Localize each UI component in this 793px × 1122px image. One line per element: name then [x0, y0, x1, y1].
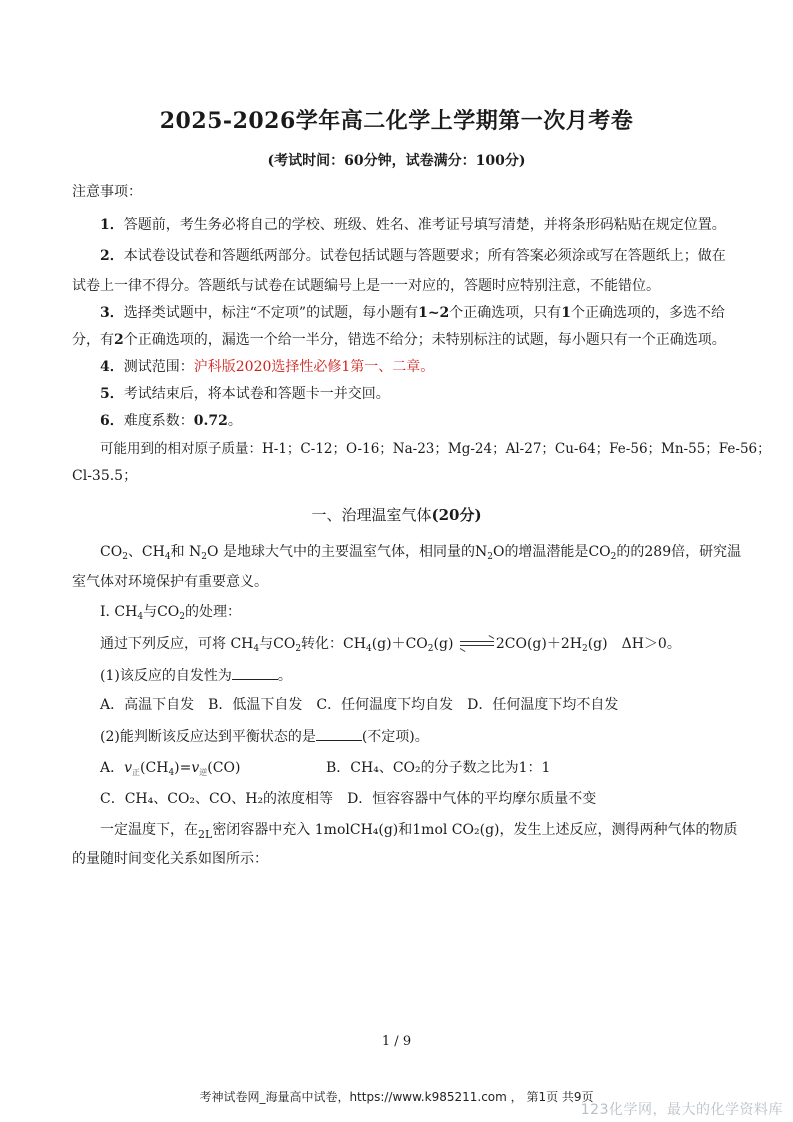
note-3: 3．选择类试题中，标注“不定项”的试题，每小题有1~2个正确选项，只有1个正确选项的，多选不给: [100, 305, 726, 321]
question-2-options-ab: A．$v_正(CH_4)=v_逆(CO)$ B．CH₄、CO₂的分子数之比为1：1: [100, 760, 551, 778]
notes-heading: 注意事项：: [72, 184, 142, 200]
option-b: B．CH₄、CO₂的分子数之比为1：1: [326, 760, 551, 776]
reaction-equation: 通过下列反应，可将 $CH_4$与$CO_2$转化：$CH_4(g)+CO_2(g)$ $2CO(g)+2H_2(g)$ ΔH＞0。: [100, 636, 681, 654]
question-2-options-cd: C．CH₄、CO₂、CO、H₂的浓度相等 D．恒容容器中气体的平均摩尔质量不变: [100, 791, 597, 807]
atomic-masses: 可能用到的相对原子质量：H-1；C-12；O-16；Na-23；Mg-24；Al-27；Cu-64；Fe-56；Mn-55；Fe-56；: [100, 441, 771, 457]
exam-subtitle: (考试时间：60分钟，试卷满分：100分): [267, 153, 526, 169]
atomic-masses-continued: Cl-35.5；: [72, 468, 138, 484]
question-2: (2)能判断该反应达到平衡状态的是 (不定项)。: [100, 726, 732, 747]
question-1-options: A．高温下自发 B．低温下自发 C．任何温度下均自发 D．任何温度下均不自发: [100, 697, 619, 713]
note-2: 2．本试卷设试卷和答题纸两部分。试卷包括试题与答题要求；所有答案必须涂或写在答题纸上；做在: [100, 248, 726, 264]
part-1-heading: I. $CH_4$与$CO_2$的处理：: [100, 604, 242, 622]
note-2-continued: 试卷上一律不得分。答题纸与试卷在试题编号上是一一对应的，答题时应特别注意，不能错位。: [72, 278, 660, 294]
answer-blank[interactable]: [316, 726, 362, 741]
note-1: 1．答题前，考生务必将自己的学校、班级、姓名、准考证号填写清楚，并将条形码粘贴在规定位置。: [100, 217, 726, 233]
page-footer: 考神试卷网_海量高中试卷，https://www.k985211.com ， 第1页 共9页: [199, 1090, 594, 1104]
exam-title: 2025-2026学年高二化学上学期第一次月考卷: [159, 108, 634, 134]
page-number: 1 / 9: [381, 1034, 412, 1049]
test-scope: 沪科版2020选择性必修1第一、二章。: [193, 359, 435, 375]
section-title: 一、治理温室气体(20分): [311, 506, 482, 524]
question-1: (1)该反应的自发性为 。: [100, 665, 732, 686]
equilibrium-arrow-icon: [458, 637, 496, 651]
paragraph-3-line-1: 一定温度下，在$_{2L}$密闭容器中充入 1molCH₄(g)和1mol CO₂(g)，发生上述反应，测得两种气体的物质: [100, 822, 738, 841]
note-3-continued: 分，有2个正确选项的，漏选一个给一半分，错选不给分；未特别标注的试题，每小题只有一个正确选项。: [72, 332, 726, 348]
note-4: 4．测试范围：沪科版2020选择性必修1第一、二章。: [100, 359, 435, 375]
note-6: 6．难度系数：0.72。: [100, 413, 242, 429]
answer-blank[interactable]: [232, 665, 278, 680]
paragraph-3-line-2: 的量随时间变化关系如图所示：: [72, 851, 268, 867]
note-5: 5．考试结束后，将本试卷和答题卡一并交回。: [100, 386, 390, 402]
watermark: 123化学网，最大的化学资料库: [580, 1102, 783, 1118]
intro-line-2: 室气体对环境保护有重要意义。: [72, 574, 268, 590]
intro-line-1: $CO_2$、$CH_4$和 $N_2O$ 是地球大气中的主要温室气体，相同量的$N_2O$的增温潜能是$CO_2$的的289倍，研究温: [100, 544, 742, 562]
